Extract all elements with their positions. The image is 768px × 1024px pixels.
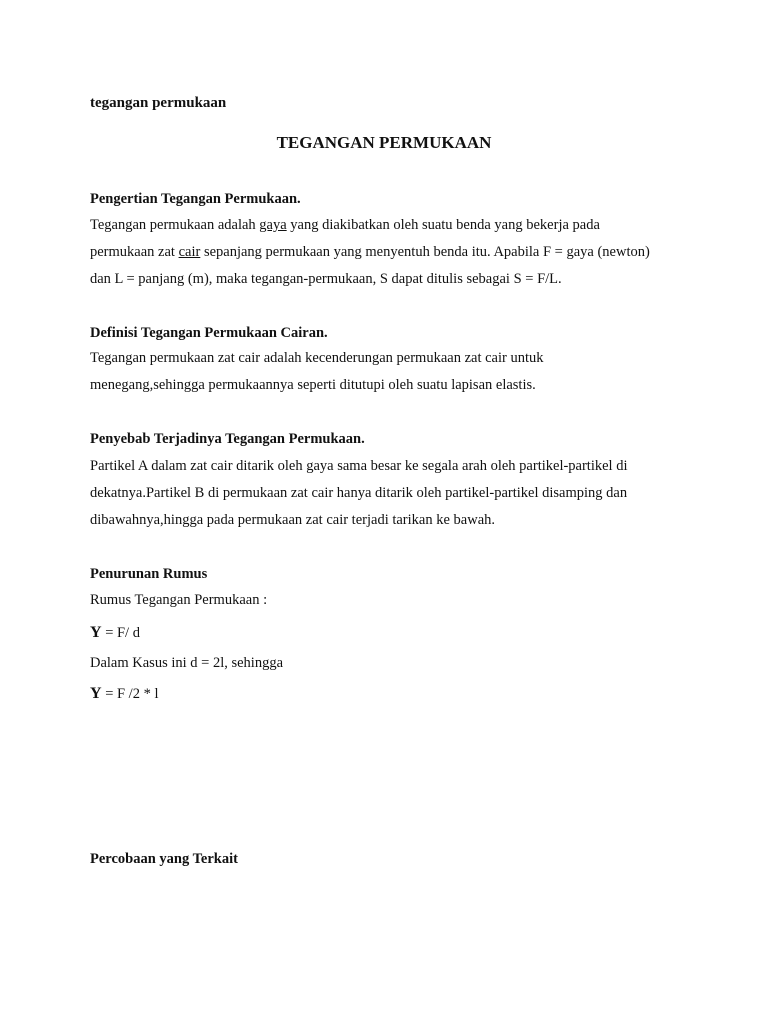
section-heading-penyebab: Penyebab Terjadinya Tegangan Permukaan. <box>90 431 365 447</box>
formula-line <box>90 685 159 703</box>
paragraph-line: dan L = panjang (m), maka tegangan-permukaan, S dapat ditulis sebagai S = F/L. <box>90 271 562 287</box>
link-gaya[interactable]: gaya <box>259 217 287 233</box>
section-heading-penurunan-rumus: Penurunan Rumus <box>90 566 208 582</box>
paragraph-line: dekatnya.Partikel B di permukaan zat cair hanya ditarik oleh partikel-partikel disamping dan <box>90 485 628 501</box>
text-span: sepanjang permukaan yang menyentuh benda itu. Apabila F = gaya (newton) <box>200 244 650 260</box>
paragraph-line <box>90 243 650 261</box>
text-span: permukaan zat <box>90 244 179 260</box>
paragraph-line: Partikel A dalam zat cair ditarik oleh gaya sama besar ke segala arah oleh partikel-partikel di <box>90 458 628 474</box>
paragraph-line: Tegangan permukaan zat cair adalah kecenderungan permukaan zat cair untuk <box>90 350 544 366</box>
text-span: yang diakibatkan oleh suatu benda yang bekerja pada <box>286 217 600 233</box>
page-title: TEGANGAN PERMUKAAN <box>276 133 492 152</box>
paragraph-line: Dalam Kasus ini d = 2l, sehingga <box>90 655 284 671</box>
gamma-symbol: Y <box>90 624 102 641</box>
section-heading-pengertian: Pengertian Tegangan Permukaan. <box>90 191 301 207</box>
link-cair[interactable]: cair <box>178 244 201 260</box>
formula-text: = F/ d <box>101 625 140 641</box>
gamma-symbol: Y <box>90 685 102 702</box>
formula-line <box>90 624 140 642</box>
paragraph-line: Rumus Tegangan Permukaan : <box>90 592 268 608</box>
formula-text: = F /2 * l <box>101 686 159 702</box>
paragraph-line: dibawahnya,hingga pada permukaan zat cair terjadi tarikan ke bawah. <box>90 512 496 528</box>
paragraph-line <box>90 216 600 234</box>
section-heading-definisi: Definisi Tegangan Permukaan Cairan. <box>90 325 328 341</box>
section-heading-percobaan: Percobaan yang Terkait <box>90 851 238 867</box>
text-span: Tegangan permukaan adalah <box>90 217 260 233</box>
paragraph-line: menegang,sehingga permukaannya seperti ditutupi oleh suatu lapisan elastis. <box>90 377 536 393</box>
document-header: tegangan permukaan <box>90 95 227 111</box>
